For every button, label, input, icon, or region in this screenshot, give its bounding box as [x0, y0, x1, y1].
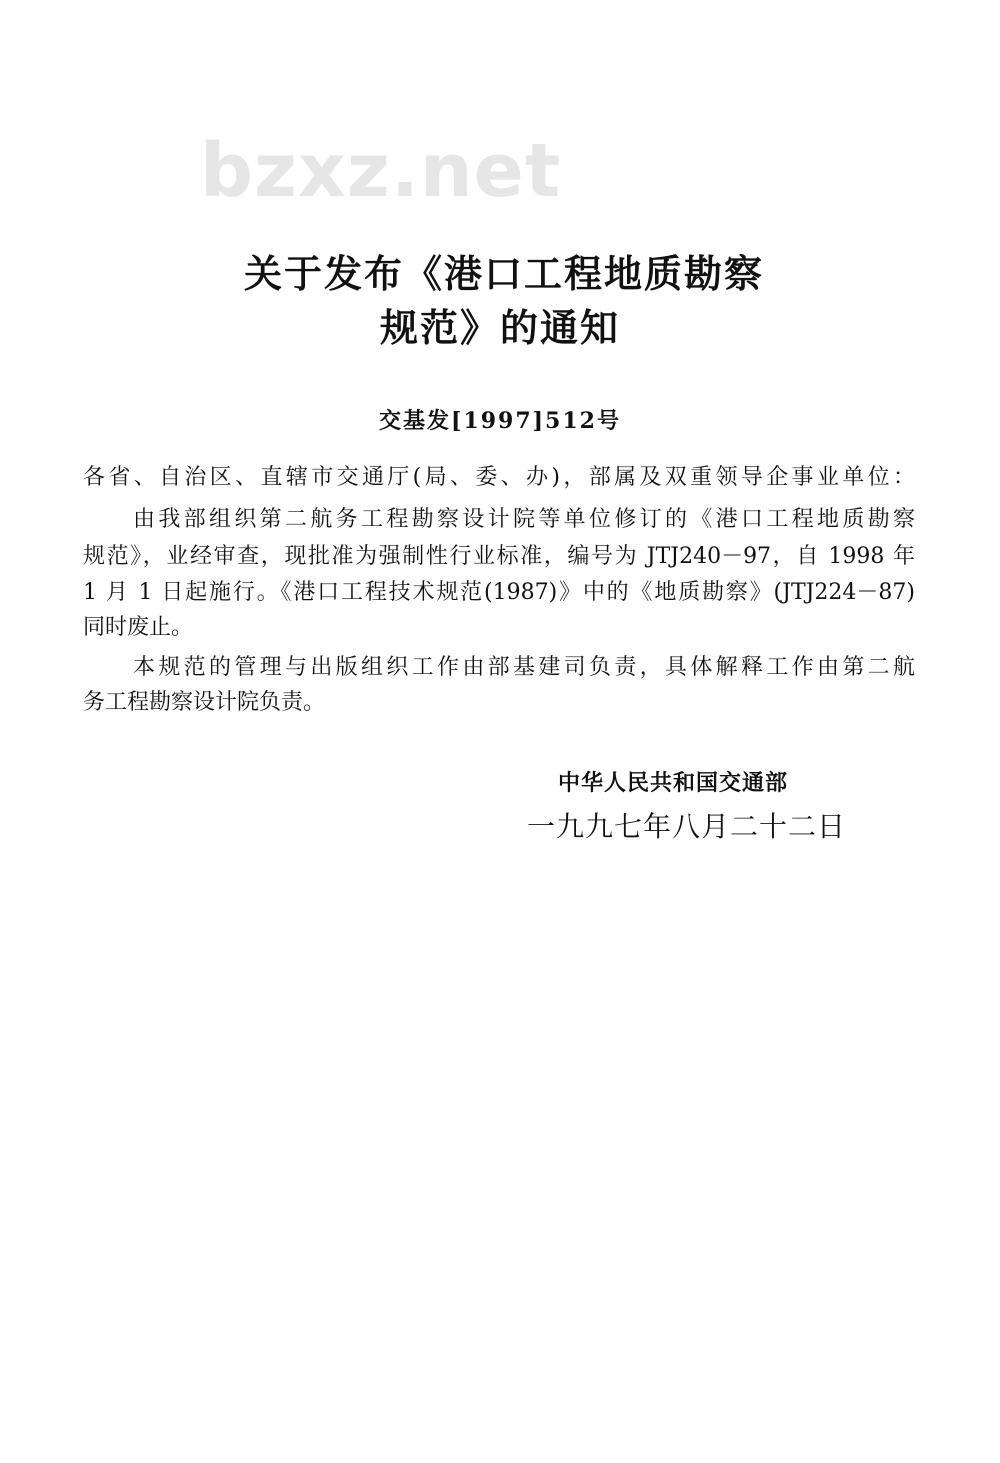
paragraph-2-line-2: 务工程勘察设计院负责。	[83, 690, 326, 715]
document-title-line-1: 关于发布《港口工程地质勘察	[243, 252, 764, 296]
paragraph-1-line-3: 1 月 1 日起施行。《港口工程技术规范(1987)》中的《地质勘察》(JTJ224－87)	[83, 580, 915, 605]
paragraph-1-line-1: 由我部组织第二航务工程勘察设计院等单位修订的《港口工程地质勘察	[133, 507, 915, 532]
watermark: bzxz.net	[200, 128, 562, 214]
document-title-line-2: 规范》的通知	[379, 306, 620, 350]
paragraph-1-line-4: 同时废止。	[83, 615, 194, 640]
paragraph-2-line-1: 本规范的管理与出版组织工作由部基建司负责，具体解释工作由第二航	[133, 655, 915, 680]
document-number: 交基发[1997]512号	[379, 408, 621, 434]
signature-issuer: 中华人民共和国交通部	[558, 771, 789, 796]
salutation: 各省、自治区、直辖市交通厅(局、委、办)，部属及双重领导企事业单位：	[83, 465, 915, 490]
paragraph-1-line-2: 规范》，业经审查，现批准为强制性行业标准，编号为 JTJ240－97，自 1998 年	[83, 544, 915, 569]
issue-date: 一九九七年八月二十二日	[527, 810, 847, 843]
